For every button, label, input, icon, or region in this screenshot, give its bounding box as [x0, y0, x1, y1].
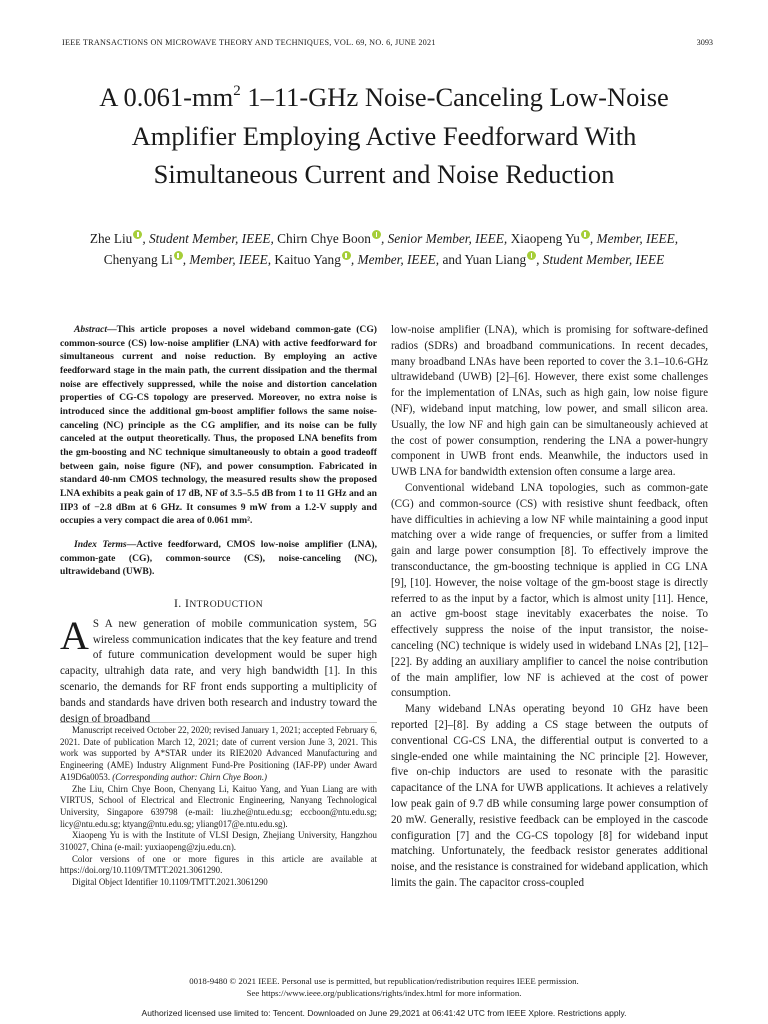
footnote: [60, 722, 377, 889]
author-role: , Student Member, IEEE,: [142, 231, 278, 246]
body-paragraph: Many wideband LNAs operating beyond 10 GHz have been reported [2]–[8]. By adding a CS stage between the outputs of conventional CG-CS LNA, the differential output is converted to a single-ended one while maintaining the NC principle [2]. However, five on-chip inductors are used to resonate with the parasitic capacitance of the LNA for UWB applications. It achieves a relatively low peak gain of 9.7 dB while consuming large power consumption of 20 mW. Generally, resistive feedback can be employed in the cascode configuration [7] and the CG-CS topology [8] for wideband input matching. Unfortunately, the feedback resistor generates additional noise, and the resistance is constrained for wideband application, which limits the gain. The capacitor cross-coupled: [391, 703, 708, 889]
copyright-line: See https://www.ieee.org/publications/rights/index.html for more information.: [246, 987, 522, 998]
right-column: [391, 323, 708, 892]
footnote-manuscript-text: Manuscript received October 22, 2020; revised January 1, 2021; accepted February 6, 2021. Date of publication March 12, 2021; date of current version June 3, 2021. This work was supported by A*STAR under its RIE2020 Advanced Manufacturing and Engineering (AME) Industry Alignment Fund-Pre Positioning (IAF-PP) under Award A19D6a0053.: [60, 725, 377, 782]
orcid-icon[interactable]: [581, 230, 590, 239]
index-terms-text: —Active feedforward, CMOS low-noise amplifier (LNA), common-gate (CG), common-source (CS), noise-canceling (NC), ultrawideband (UWB).: [60, 538, 377, 578]
abstract-lead: Abstract: [74, 324, 108, 335]
author-role: , Member, IEEE,: [350, 251, 443, 267]
footnote-manuscript: [60, 725, 377, 784]
section-first-letter: I: [185, 595, 190, 610]
author-role: , Member, IEEE,: [182, 251, 275, 267]
intro-text: S A new generation of mobile communication system, 5G wireless communication indicates that the key feature and trend of future communication development would be super high capacity, ultrahigh data rate, and very high bandwidth [1]. In this scenario, the demands for RF front ends supporting a multiplicity of bands and standards have driven both research and industry toward the design of broadband: [60, 617, 377, 725]
section-heading: [60, 596, 377, 611]
orcid-icon[interactable]: [527, 251, 536, 260]
author-name: and Yuan Liang: [442, 251, 527, 267]
title-superscript: 2: [233, 83, 241, 99]
author-role: , Senior Member, IEEE,: [380, 231, 511, 246]
title-prefix: A 0.061-mm: [99, 82, 234, 112]
body-paragraph: Conventional wideband LNA topologies, such as common-gate (CG) and common-source (CS) with resistive shunt feedback, often have difficulties in achieving a low NF while maintaining a good input matching over a wide range of frequencies, or suffer from a limited gain and large power consumption [8]. To effectively improve the transconductance, the gm-boosting technique is applied in CG LNA [9], [10]. However, the noise voltage of the gm-boost stage is directly referred to as the input by a factor, which is almost unity [11]. Hence, an active gm-boost stage inevitably exacerbates the noise. To effectively suppress the noise of the input transistor, the noise-canceling (NC) technique is widely used in wideband LNAs [2], [12]–[22]. By adding an auxiliary amplifier to cancel the noise contribution of the main amplifier, low NF is achieved at the cost of power consumption.: [391, 481, 708, 700]
author-role: , Member, IEEE,: [589, 231, 679, 246]
author-name: Xiaopeng Yu: [510, 231, 580, 246]
body-paragraph: low-noise amplifier (LNA), which is promising for software-defined radios (SDRs) and broadband communications. In recent decades, many broadband LNAs have been reported to cover the 3.1–10.6-GHz ultrawideband (UWB) [2]–[6]. However, there exist some challenges for the implementation of LNAs, such as high gain, low noise figure (NF), wideband input matching, low power, and small silicon area. Usually, the low NF and high gain can be simultaneously achieved at the cost of power consumption, rendering the LNA a power-hungry component in UWB front ends. Meanwhile, the inductors used in UWB LNA for bandwidth extension often consume a large area.: [391, 324, 708, 479]
intro-paragraph: [60, 612, 377, 728]
title-rest: 1–11-GHz Noise-Canceling Low-Noise Amplifier Employing Active Feedforward With Simultaneous Current and Noise Reduction: [131, 82, 669, 189]
author-list: [60, 229, 708, 270]
author-name: Chirn Chye Boon: [277, 231, 371, 246]
abstract-text: —This article proposes a novel wideband common-gate (CG) common-source (CS) low-noise amplifier (LNA) with active feedforward for simultaneous current and noise reduction. By employing an active feedforward stage in the main path, the current dissipation and the thermal noise are effectively suppressed, while the noise and distortion cancelation properties of CG-CS topology are preserved. Moreover, no extra noise is introduced since the additional gm-boost amplifier follows the same noise-canceling (NC) principle as the CG amplifier, and its noise can be fully canceled at the output theoretically. Thus, the proposed LNA benefits from the gm-boosting and NC technique simultaneously to obtain a good tradeoff between gain, noise figure (NF), and power consumption. Fabricated in standard 40-nm CMOS technology, the measured results show the proposed LNA exhibits a peak gain of 17 dB, NF of 3.5–5.5 dB from 1 to 11 GHz and an IIP3 of −2.8 dBm at 6 GHz. It consumes 9 mW from a 1.2-V supply and occupies a very compact die area of 0.061 mm².: [60, 324, 377, 527]
index-terms-lead: Index Terms: [74, 538, 127, 550]
drop-cap: A: [60, 612, 89, 658]
section-numeral: I.: [173, 595, 185, 610]
footnote-doi: Digital Object Identifier 10.1109/TMTT.2021.3061290: [72, 877, 268, 888]
author-name: Kaituo Yang: [274, 251, 341, 267]
download-notice: Authorized licensed use limited to: Tencent. Downloaded on June 29,2021 at 06:41:42 UTC from IEEE Xplore. Restrictions apply.: [141, 1008, 627, 1018]
section-title-rest: NTRODUCTION: [189, 598, 264, 610]
copyright-line: 0018-9480 © 2021 IEEE. Personal use is permitted, but republication/redistribution requires IEEE permission.: [189, 976, 579, 986]
orcid-icon[interactable]: [342, 251, 351, 260]
corresponding-author: (Corresponding author: Chirn Chye Boon.): [110, 771, 267, 782]
running-header: IEEE TRANSACTIONS ON MICROWAVE THEORY AND TECHNIQUES, VOL. 69, NO. 6, JUNE 2021: [62, 38, 436, 47]
page-number: 3093: [696, 38, 713, 47]
footnote-affiliation-2: Xiaopeng Yu is with the Institute of VLSI Design, Zhejiang University, Hangzhou 310027, China (e-mail: yuxiaopeng@zju.edu.cn).: [60, 830, 377, 853]
footnote-affiliation: Zhe Liu, Chirn Chye Boon, Chenyang Li, Kaituo Yang, and Yuan Liang are with VIRTUS, School of Electrical and Electronic Engineering, Nanyang Technological University, Singapore 639798 (e-mail: liu.zhe@ntu.edu.sg; eccboon@ntu.edu.sg; licy@ntu.edu.sg; ktyang@ntu.edu.sg; yliang017@e.ntu.edu.sg).: [60, 783, 377, 829]
orcid-icon[interactable]: [174, 251, 183, 260]
orcid-icon[interactable]: [133, 230, 142, 239]
author-name: Zhe Liu: [89, 231, 133, 246]
abstract: [60, 323, 377, 528]
copyright-notice: [60, 976, 708, 999]
author-role: , Student Member, IEEE: [536, 251, 665, 267]
author-name: Chenyang Li: [103, 251, 173, 267]
footnote-color-note: Color versions of one or more figures in this article are available at https://doi.org/10.1109/TMTT.2021.3061290.: [60, 853, 377, 876]
orcid-icon[interactable]: [372, 230, 381, 239]
left-column: [60, 323, 377, 727]
paper-title: [60, 78, 708, 194]
index-terms: [60, 538, 377, 579]
